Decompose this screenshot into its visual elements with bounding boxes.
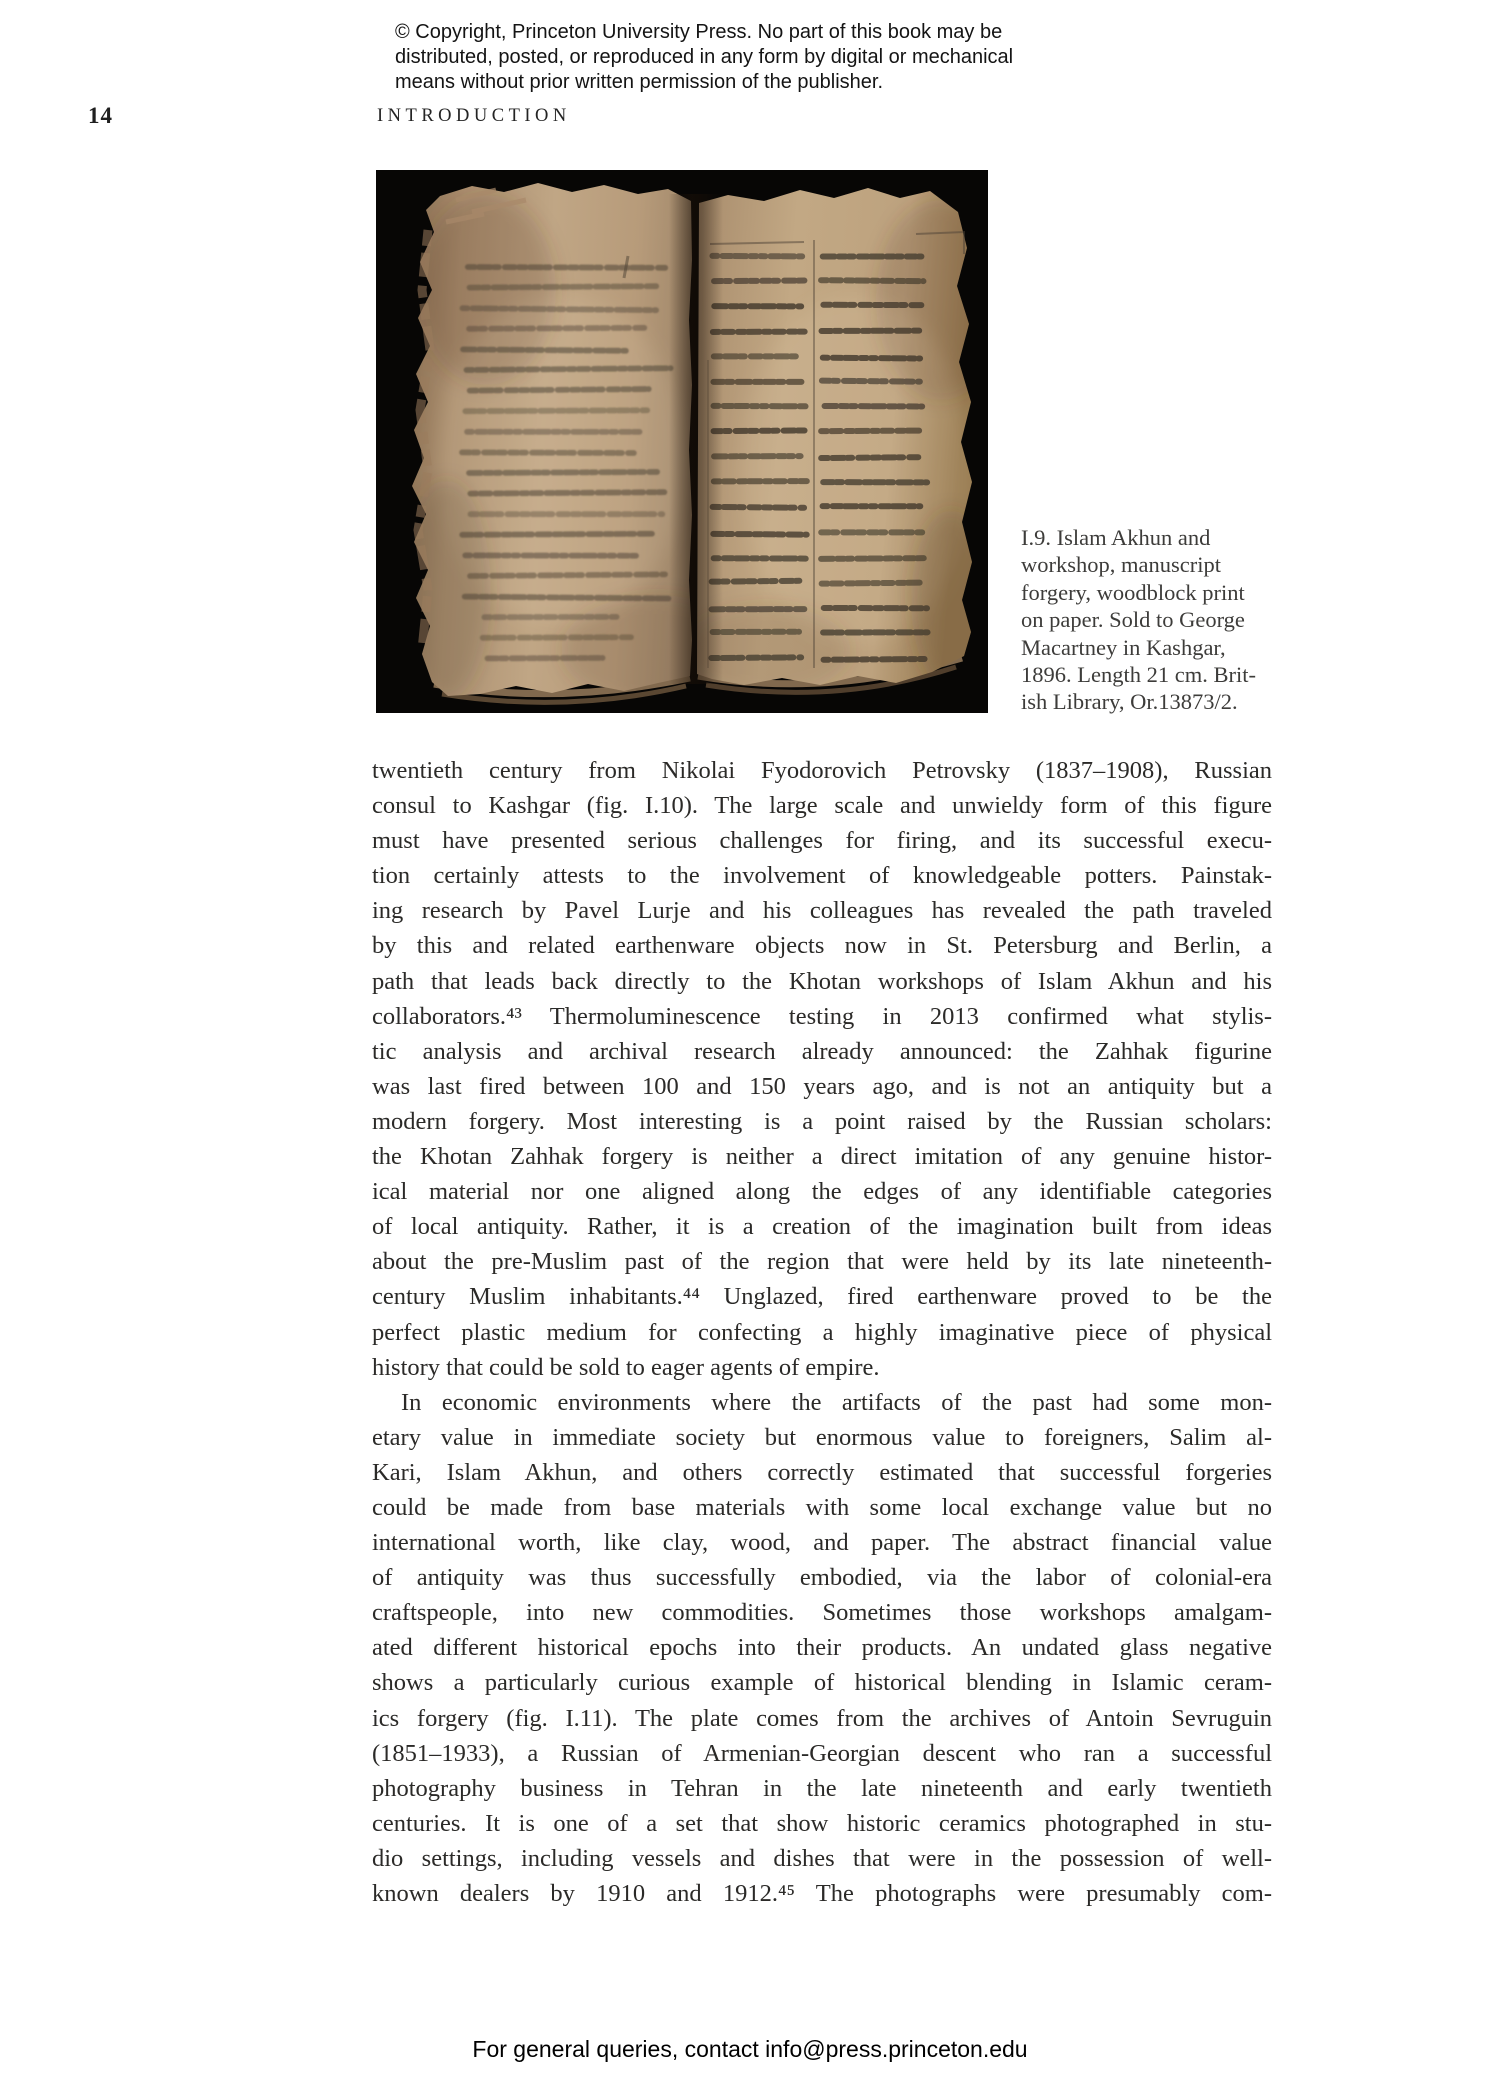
script-row [712,256,802,257]
script-row [714,281,804,282]
text-line: about the pre-Muslim past of the region that were held by its late nineteenth- [372,1248,1272,1276]
script-row [470,286,657,287]
text-line: ing research by Pavel Lurje and his colleagues has revealed the path traveled [372,897,1272,925]
text-line: the Khotan Zahhak forgery is neither a direct imitation of any genuine histor- [372,1143,1272,1171]
text-line: of local antiquity. Rather, it is a creation of the imagination built from ideas [372,1213,1272,1241]
footer-queries: For general queries, contact info@press.princeton.edu [472,2036,1028,2062]
text-line: known dealers by 1910 and 1912.⁴⁵ The photographs were presumably com- [372,1880,1272,1907]
text-line: consul to Kashgar (fig. I.10). The large scale and unwieldy form of this figure [372,792,1272,820]
script-row [821,457,918,458]
text-line: tic analysis and archival research already announced: the Zahhak figurine [372,1037,1272,1065]
text-line: tion certainly attests to the involvement of knowledgeable potters. Painstak- [372,862,1272,890]
text-line: distributed, posted, or reproduced in any form by digital or mechanical [395,46,1014,68]
script-row [825,406,923,407]
script-row [470,574,665,576]
script-row [822,583,920,584]
text-line: workshop, manuscript [1021,552,1221,578]
text-line: dio settings, including vessels and dishes that were in the possession of well- [372,1844,1272,1872]
text-line: was last fired between 100 and 150 years ago, and is not an antiquity but a [372,1072,1272,1100]
script-row [711,657,801,658]
text-line: could be made from base materials with some local exchange value but no [372,1493,1272,1521]
script-row [468,267,665,268]
script-row [470,492,664,493]
text-line: ical material nor one aligned along the edges of any identifiable categories [372,1178,1272,1206]
script-row [824,659,925,660]
script-row [712,581,800,582]
script-row [467,368,671,370]
script-row [462,308,656,310]
running-head: INTRODUCTION [377,106,571,126]
text-line: photography business in Tehran in the late nineteenth and early twentieth [372,1774,1272,1802]
script-row [465,410,647,411]
text-line: of antiquity was thus successfully embodied, via the labor of colonial-era [372,1564,1272,1592]
script-row [469,328,644,329]
script-row [821,431,920,432]
text-line: Kari, Islam Akhun, and others correctly estimated that successful forgeries [372,1458,1272,1486]
gutter-shadow [669,194,723,684]
text-line: by this and related earthenware objects now in St. Petersburg and Berlin, a [372,932,1272,960]
script-row [470,389,649,391]
text-line: forgery, woodblock print [1021,579,1245,605]
text-line: I.9. Islam Akhun and [1021,525,1211,550]
text-line: century Muslim inhabitants.⁴⁴ Unglazed, fired earthenware proved to be the [372,1283,1272,1311]
page-number: 14 [88,103,113,128]
text-line: etary value in immediate society but enormous value to foreigners, Salim al- [372,1423,1272,1451]
copyright-notice [395,20,1115,95]
text-line: history that could be sold to eager agents of empire. [372,1353,880,1381]
manuscript-illustration [376,170,988,713]
text-line: means without prior written permission of the publisher. [395,71,884,93]
text-line: collaborators.⁴³ Thermoluminescence testing in 2013 confirmed what stylis- [372,1002,1272,1030]
body-text [372,753,1272,1911]
script-row [821,280,923,281]
text-line: 1896. Length 21 cm. Brit- [1021,661,1256,687]
figure-caption [1021,524,1273,716]
script-row [469,472,657,473]
script-row [713,507,804,508]
text-line: ated different historical epochs into their products. An undated glass negative [372,1634,1272,1662]
text-line: modern forgery. Most interesting is a point raised by the Russian scholars: [372,1107,1272,1135]
script-row [462,452,634,453]
paragraph [372,1385,1272,1911]
script-row [823,358,920,359]
text-line: perfect plastic medium for confecting a highly imaginative piece of physical [372,1318,1272,1346]
script-row [822,381,920,382]
script-row [714,430,807,431]
text-line: must have presented serious challenges for firing, and its successful execu- [372,827,1272,855]
script-row [462,534,652,535]
script-row [483,637,631,638]
text-line: (1851–1933), a Russian of Armenian-Georgian descent who ran a successful [372,1739,1272,1767]
text-line: path that leads back directly to the Khotan workshops of Islam Akhun and his [372,967,1272,995]
script-row [465,597,669,599]
script-row [713,534,806,535]
script-row [821,558,924,559]
text-line: In economic environments where the artifacts of the past had some mon- [401,1388,1272,1416]
text-line: on paper. Sold to George [1021,607,1245,633]
paragraph [372,753,1272,1385]
text-line: craftspeople, into new commodities. Sometimes those workshops amalgam- [372,1599,1272,1627]
text-line: Macartney in Kashgar, [1021,634,1226,660]
text-line: ish Library, Or.13873/2. [1021,689,1238,715]
text-line: centuries. It is one of a set that show historic ceramics photographed in stu- [372,1809,1272,1837]
script-row [463,349,626,350]
text-line: ics forgery (fig. I.11). The plate comes from the archives of Antoin Sevruguin [372,1704,1272,1732]
figure-photo-manuscript [376,170,988,713]
text-line: international worth, like clay, wood, and paper. The abstract financial value [372,1529,1272,1557]
text-line: twentieth century from Nikolai Fyodorovich Petrovsky (1837–1908), Russian [372,757,1272,784]
text-line: © Copyright, Princeton University Press. No part of this book may be [395,21,1003,43]
text-line: shows a particularly curious example of historical blending in Islamic ceram- [372,1669,1272,1697]
